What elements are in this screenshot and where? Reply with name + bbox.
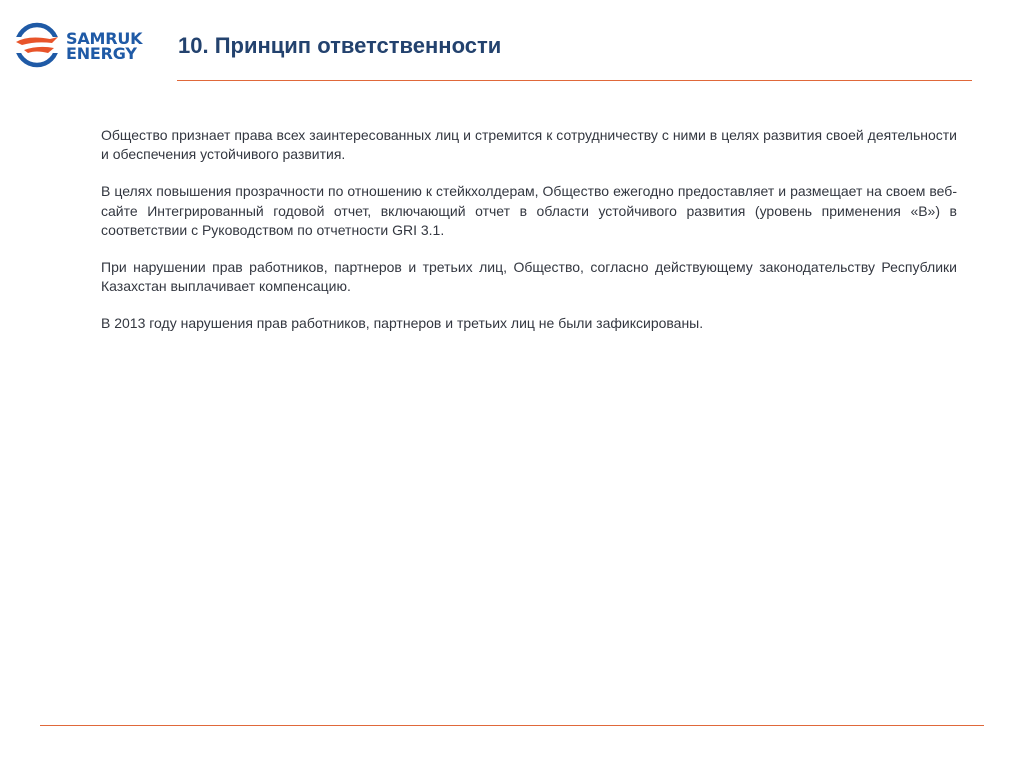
logo-line-samruk: SAMRUK	[66, 29, 143, 48]
logo-wordmark	[66, 31, 142, 61]
paragraph-1: Общество признает права всех заинтересованных лиц и стремится к сотрудничеству с ними в целях развития своей деятельности и обеспечения устойчивого развития.	[101, 127, 957, 163]
footer-divider	[40, 725, 984, 726]
paragraph-2: В целях повышения прозрачности по отношению к стейкхолдерам, Общество ежегодно предоставляет и размещает на своем веб-сайте Интегрированный годовой отчет, включающий отчет в области устойчивого развития (уровень применения «B») в соответствии с Руководством по отчетности GRI 3.1.	[101, 183, 957, 238]
paragraph-4: В 2013 году нарушения прав работников, партнеров и третьих лиц не были зафиксированы.	[101, 315, 704, 332]
samruk-bird-emblem-icon	[14, 22, 62, 68]
title-divider	[177, 80, 972, 81]
company-logo	[14, 22, 148, 68]
slide-body	[101, 126, 957, 352]
paragraph-3: При нарушении прав работников, партнеров и третьих лиц, Общество, согласно действующему законодательству Республики Казахстан выплачивает компенсацию.	[101, 259, 957, 295]
logo-line-energy: ENERGY	[66, 44, 137, 63]
slide-title: 10. Принцип ответственности	[178, 33, 502, 58]
